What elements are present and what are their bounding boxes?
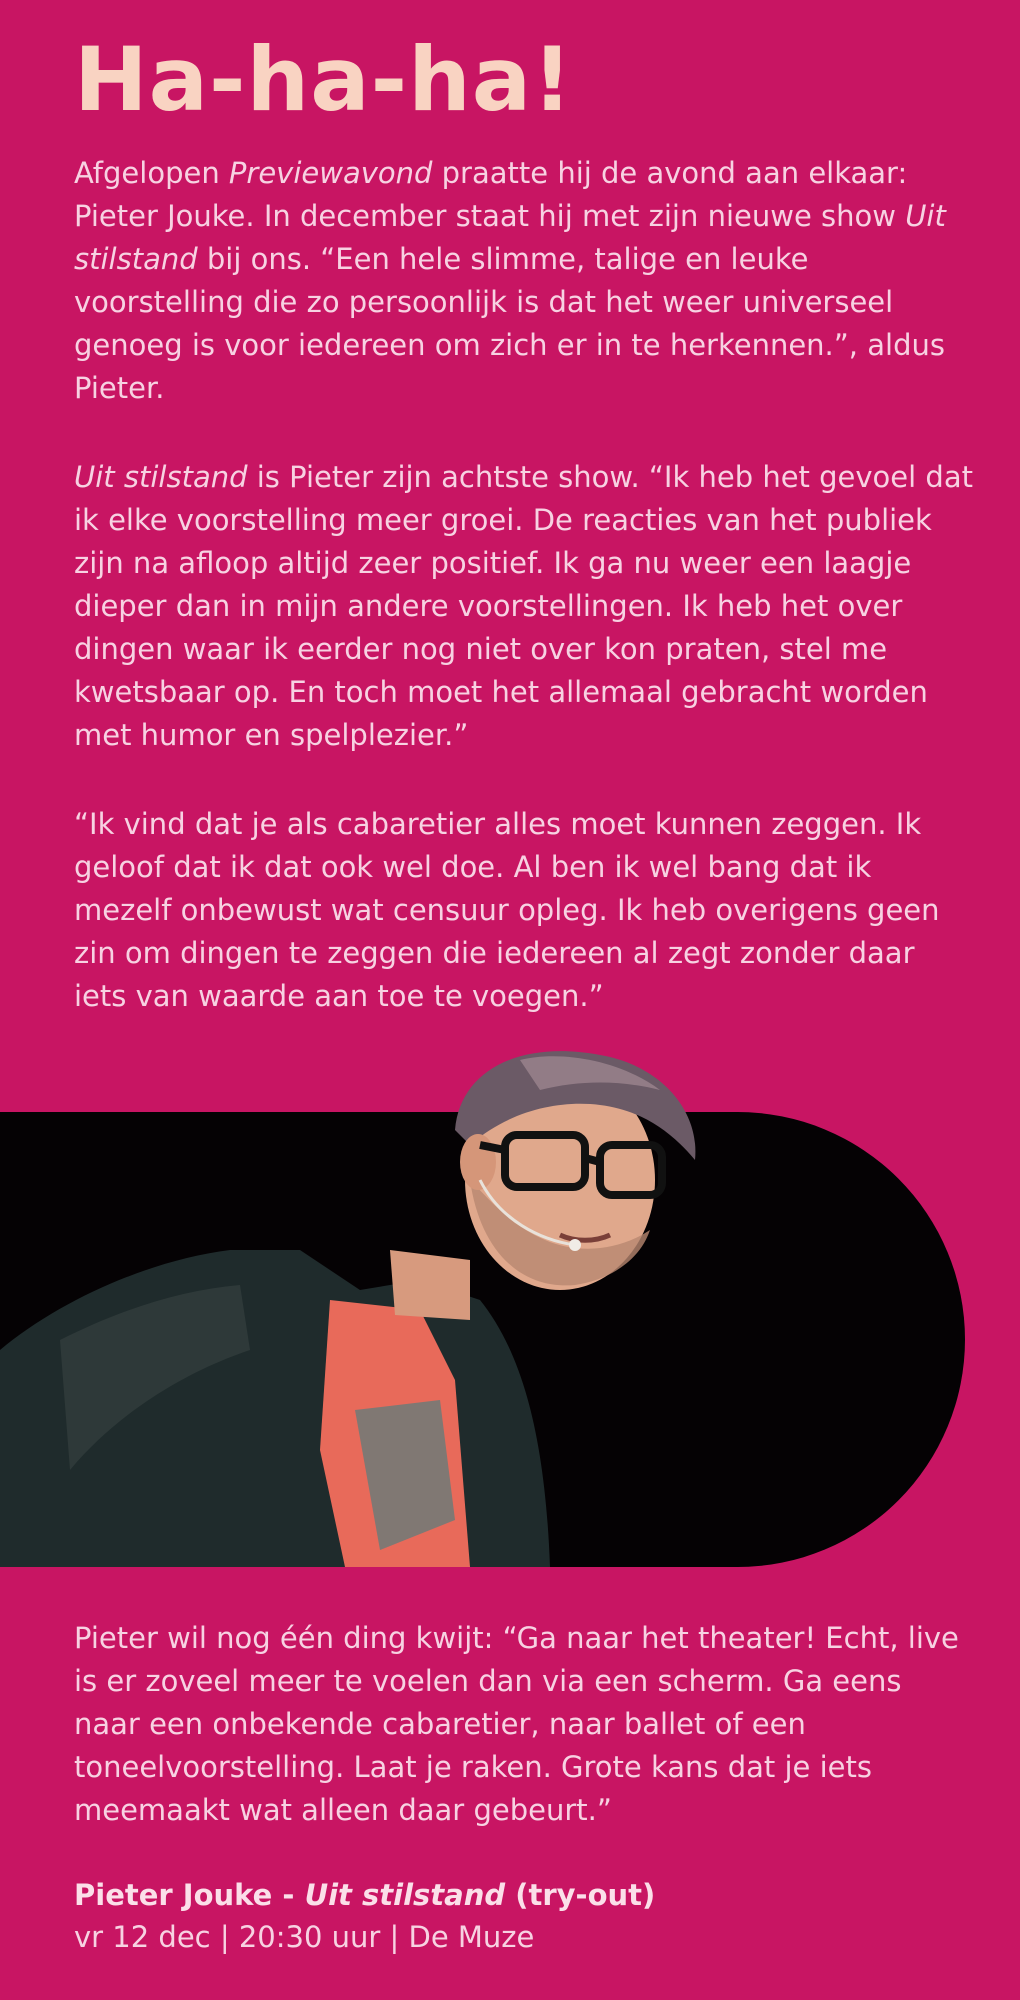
show-artist: Pieter Jouke - [74, 1878, 305, 1912]
show-title: Uit stilstand [304, 1878, 506, 1912]
para3-text: “Ik vind dat je als cabaretier alles moet kunnen zeggen. Ik geloof dat ik dat ook wel doe. Al ben ik wel bang dat ik mezelf onbewust wat censuur opleg. Ik heb overigens geen zin om dingen te zeggen die iedereen al zegt zonder daar iets van waarde aan toe te voegen.” [74, 807, 940, 1013]
para2-italic-show-title: Uit stilstand [74, 460, 248, 494]
performer-ear [460, 1134, 496, 1190]
show-title-line [74, 1874, 974, 1916]
third-paragraph [74, 803, 974, 1018]
closing-paragraph [74, 1617, 974, 1832]
closing-text: Pieter wil nog één ding kwijt: “Ga naar het theater! Echt, live is er zoveel meer te voelen dan via een scherm. Ga eens naar een onbekende cabaretier, naar ballet of een toneelvoorstelling. Laat je raken. Grote kans dat je iets meemaakt wat alleen daar gebeurt.” [74, 1621, 959, 1827]
performer-photo [0, 1050, 965, 1567]
intro-italic-previewavond: Previewavond [228, 156, 433, 190]
intro-text-2: praatte hij de avond aan elkaar: Pieter Jouke. In december staat hij met zijn nieuwe show [74, 156, 908, 233]
article-title: Ha-ha-ha! [74, 28, 574, 131]
intro-text-1: Afgelopen [74, 156, 229, 190]
show-suffix: (try-out) [505, 1878, 656, 1912]
show-meta: vr 12 dec | 20:30 uur | De Muze [74, 1920, 535, 1954]
show-info [74, 1874, 974, 1958]
performer-neck [390, 1250, 470, 1320]
intro-italic-show-title: Uit stilstand [74, 199, 946, 276]
intro-text-3: bij ons. “Een hele slimme, talige en leuke voorstelling die zo persoonlijk is dat het weer universeel genoeg is voor iedereen om zich er in te herkennen.”, aldus Pieter. [74, 242, 945, 405]
second-paragraph [74, 456, 974, 757]
intro-paragraph [74, 152, 974, 410]
para2-text: is Pieter zijn achtste show. “Ik heb het gevoel dat ik elke voorstelling meer groei. De reacties van het publiek zijn na afloop altijd zeer positief. Ik ga nu weer een laagje dieper dan in mijn andere voorstellingen. Ik heb het over dingen waar ik eerder nog niet over kon praten, stel me kwetsbaar op. En toch moet het allemaal gebracht worden met humor en spelplezier.” [74, 460, 973, 752]
